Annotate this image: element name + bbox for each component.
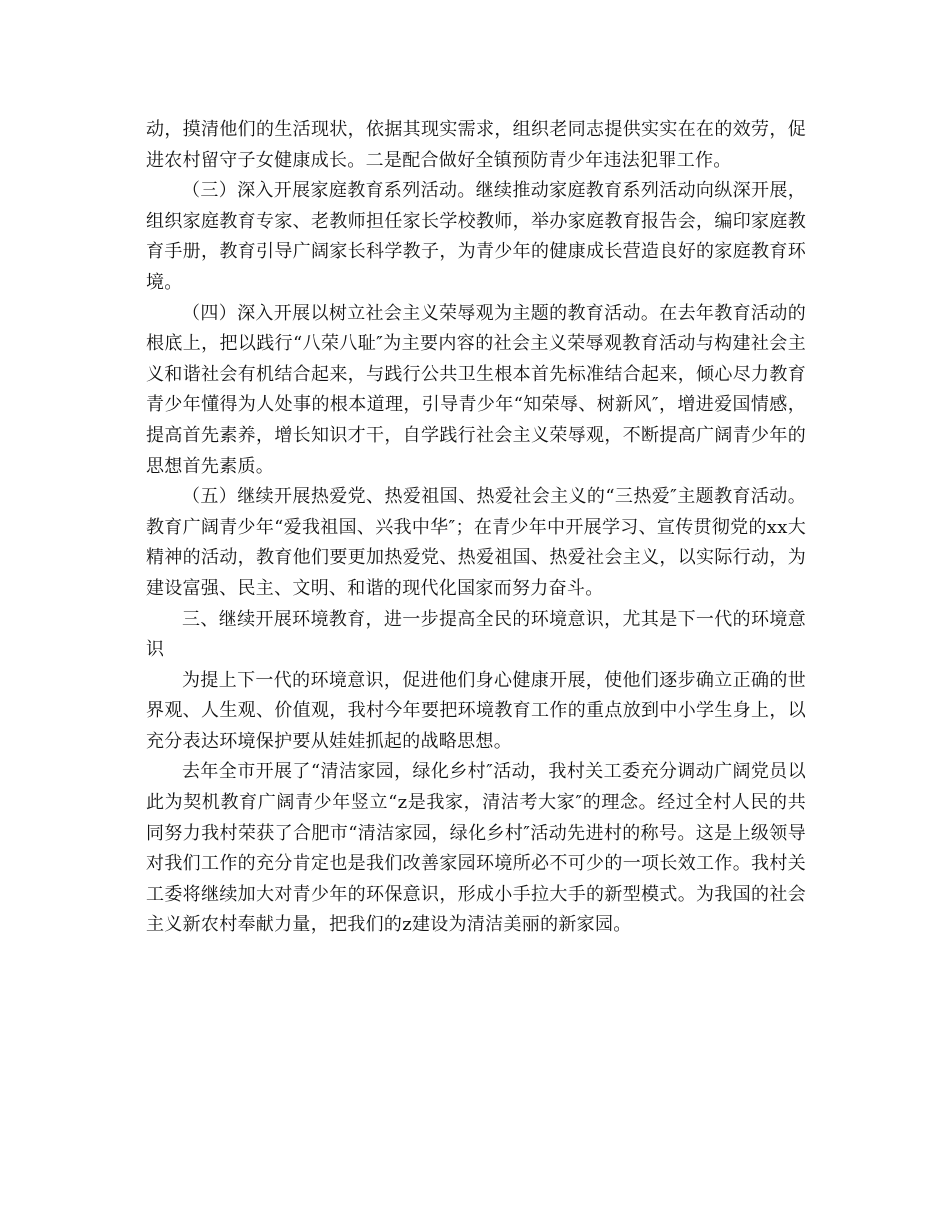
paragraph-1: 动，摸清他们的生活现状，依据其现实需求，组织老同志提供实实在在的效劳，促进农村留守子女健康成长。二是配合做好全镇预防青少年违法犯罪工作。 — [146, 119, 806, 171]
paragraph-4: （五）继续开展热爱党、热爱祖国、热爱社会主义的“三热爱″主题教育活动。教育广阔青少年“爱我祖国、兴我中华″；在青少年中开展学习、宣传贯彻党的xx大精神的活动，教育他们要更加热爱党、热爱祖国、热爱社会主义，以实际行动，为建设富强、民主、文明、和谐的现代化国家而努力奋斗。 — [146, 486, 806, 599]
section-heading-3: 三、继续开展环境教育，进一步提高全民的环境意识，尤其是下一代的环境意识 — [146, 608, 806, 661]
paragraph-2: （三）深入开展家庭教育系列活动。继续推动家庭教育系列活动向纵深开展，组织家庭教育专家、老教师担任家长学校教师，举办家庭教育报告会，编印家庭教育手册，教育引导广阔家长科学教子，为青少年的健康成长营造良好的家庭教育环境。 — [146, 180, 806, 293]
paragraph-3: （四）深入开展以树立社会主义荣辱观为主题的教育活动。在去年教育活动的根底上，把以践行“八荣八耻″为主要内容的社会主义荣辱观教育活动与构建社会主义和谐社会有机结合起来，与践行公共卫生根本首先标准结合起来，倾心尽力教育青少年懂得为人处事的根本道理，引导青少年“知荣辱、树新风″，增进爱国情感，提高首先素养，增长知识才干，自学践行社会主义荣辱观，不断提高广阔青少年的思想首先素质。 — [146, 302, 806, 477]
paragraph-6: 去年全市开展了“清洁家园，绿化乡村″活动，我村关工委充分调动广阔党员以此为契机教育广阔青少年竖立“z是我家，清洁考大家″的理念。经过全村人民的共同努力我村荣获了合肥市“清洁家园，绿化乡村″活动先进村的称号。这是上级领导对我们工作的充分肯定也是我们改善家园环境所必不可少的一项长效工作。我村关工委将继续加大对青少年的环保意识，形成小手拉大手的新型模式。为我国的社会主义新农村奉献力量，把我们的z建设为清洁美丽的新家园。 — [146, 761, 806, 936]
paragraph-5: 为提上下一代的环境意识，促进他们身心健康开展，使他们逐步确立正确的世界观、人生观、价值观，我村今年要把环境教育工作的重点放到中小学生身上，以充分表达环境保护要从娃娃抓起的战略思想。 — [146, 669, 806, 752]
document-page — [146, 115, 806, 941]
